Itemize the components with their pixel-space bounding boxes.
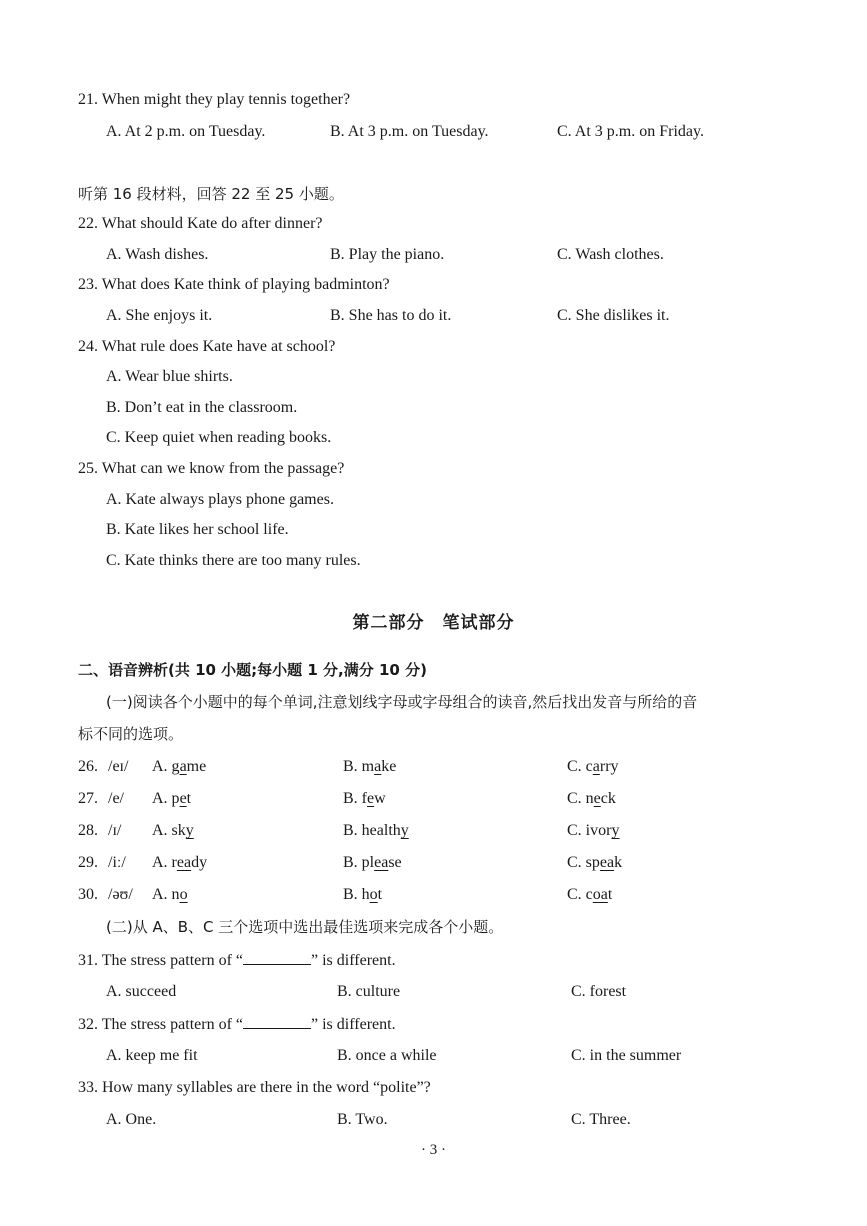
question-text: What does Kate think of playing badminton?: [101, 276, 390, 293]
word-part: me: [186, 758, 207, 775]
underlined-letters: y: [400, 822, 409, 839]
option-b: B. once a while: [337, 1047, 437, 1064]
question-text-pre: The stress pattern of “: [101, 1016, 243, 1033]
underlined-letters: o: [179, 886, 188, 903]
word-part: C. c: [567, 758, 593, 775]
word-part: A. r: [152, 854, 177, 871]
question-number: 24.: [78, 338, 98, 355]
section-16-intro: 听第 16 段材料，回答 22 至 25 小题。: [78, 185, 344, 203]
question-text: What can we know from the passage?: [101, 460, 345, 477]
word-part: ke: [381, 758, 397, 775]
phonetic-symbol: /ɪ/: [108, 822, 122, 839]
option-a: A. Kate always plays phone games.: [106, 491, 334, 508]
option-c: C. in the summer: [571, 1047, 682, 1064]
question-text-post: ” is different.: [311, 1016, 396, 1033]
option-b: B. She has to do it.: [330, 307, 452, 324]
question-text: What should Kate do after dinner?: [101, 215, 323, 232]
word-part: C. n: [567, 790, 594, 807]
option-a: A. She enjoys it.: [106, 307, 213, 324]
underlined-letters: e: [593, 790, 601, 807]
word-part: C. ivor: [567, 822, 612, 839]
underlined-letters: ea: [176, 854, 192, 871]
word-part: B. f: [343, 790, 367, 807]
question-31: [78, 950, 396, 971]
question-number: 29.: [78, 854, 98, 871]
option-c: C. forest: [571, 983, 627, 1000]
option-c: C. At 3 p.m. on Friday.: [557, 123, 704, 140]
phonetic-symbol: /eɪ/: [108, 758, 129, 775]
question-24: [78, 337, 335, 357]
word-part: dy: [191, 854, 208, 871]
underlined-letters: a: [374, 758, 382, 775]
option-c: [567, 821, 619, 841]
option-a: A. At 2 p.m. on Tuesday.: [106, 123, 266, 140]
question-22: [78, 214, 323, 234]
word-part: k: [614, 854, 623, 871]
phonetic-symbol: /iː/: [108, 854, 126, 871]
underlined-letters: y: [185, 822, 194, 839]
underlined-letters: oa: [592, 886, 608, 903]
question-32: [78, 1014, 396, 1035]
phonetic-symbol: /e/: [108, 790, 124, 807]
question-number: 30.: [78, 886, 98, 903]
word-part: A. sk: [152, 822, 186, 839]
underlined-letters: a: [592, 758, 600, 775]
page-number: · 3 ·: [421, 1142, 446, 1158]
option-c: [567, 885, 612, 905]
word-part: A. p: [152, 790, 180, 807]
question-text: When might they play tennis together?: [101, 91, 351, 108]
instruction-sub-2: (二)从 A、B、C 三个选项中选出最佳选项来完成各个小题。: [106, 918, 504, 936]
underlined-letters: a: [179, 758, 187, 775]
word-part: t: [607, 886, 613, 903]
question-number: 22.: [78, 215, 98, 232]
option-a: [152, 853, 207, 873]
option-a: [152, 885, 188, 905]
question-21: [78, 90, 350, 110]
underlined-letters: e: [179, 790, 187, 807]
option-b: B. Two.: [337, 1111, 388, 1128]
question-text: How many syllables are there in the word “polite”?: [102, 1079, 431, 1096]
question-number: 27.: [78, 790, 98, 807]
option-b: [343, 853, 402, 873]
question-number: 28.: [78, 822, 98, 839]
question-text: What rule does Kate have at school?: [101, 338, 336, 355]
underlined-letters: y: [611, 822, 620, 839]
option-c: C. Three.: [571, 1111, 631, 1128]
word-part: se: [388, 854, 402, 871]
word-part: rry: [599, 758, 619, 775]
underlined-letters: e: [367, 790, 375, 807]
option-b: [343, 821, 409, 841]
option-a: A. Wear blue shirts.: [106, 368, 233, 385]
option-b: [343, 757, 396, 777]
question-number: 31.: [78, 952, 98, 969]
part-title: 第二部分 笔试部分: [352, 613, 515, 633]
option-a: [152, 821, 194, 841]
word-part: B. pl: [343, 854, 375, 871]
option-b: B. Don’t eat in the classroom.: [106, 399, 298, 416]
option-c: C. She dislikes it.: [557, 307, 670, 324]
word-part: w: [374, 790, 386, 807]
option-a: A. succeed: [106, 983, 177, 1000]
phonetic-symbol: /əʊ/: [108, 886, 133, 903]
question-number: 33.: [78, 1079, 98, 1096]
word-part: ck: [600, 790, 616, 807]
question-number: 25.: [78, 460, 98, 477]
word-part: A. g: [152, 758, 180, 775]
question-23: [78, 275, 390, 295]
option-c: [567, 789, 616, 809]
option-b: B. culture: [337, 983, 401, 1000]
option-a: [152, 789, 191, 809]
option-b: [343, 885, 382, 905]
word-part: B. h: [343, 886, 370, 903]
option-c: [567, 757, 619, 777]
option-b: [343, 789, 386, 809]
option-a: A. One.: [106, 1111, 157, 1128]
word-part: t: [377, 886, 383, 903]
option-b: B. At 3 p.m. on Tuesday.: [330, 123, 489, 140]
option-a: A. Wash dishes.: [106, 246, 209, 263]
word-part: A. n: [152, 886, 180, 903]
question-number: 21.: [78, 91, 98, 108]
word-part: C. c: [567, 886, 593, 903]
option-c: C. Wash clothes.: [557, 246, 664, 263]
answer-blank: [243, 1014, 311, 1029]
option-b: B. Play the piano.: [330, 246, 445, 263]
question-text-post: ” is different.: [311, 952, 396, 969]
option-a: A. keep me fit: [106, 1047, 198, 1064]
underlined-letters: ea: [374, 854, 389, 871]
instruction-line-2: 标不同的选项。: [78, 725, 184, 743]
question-number: 32.: [78, 1016, 98, 1033]
section-heading: 二、语音辨析(共 10 小题;每小题 1 分,满分 10 分): [78, 661, 427, 679]
question-25: [78, 459, 344, 479]
question-33: [78, 1078, 431, 1098]
option-b: B. Kate likes her school life.: [106, 521, 289, 538]
word-part: t: [186, 790, 192, 807]
underlined-letters: ea: [599, 854, 615, 871]
question-number: 23.: [78, 276, 98, 293]
word-part: B. m: [343, 758, 375, 775]
option-c: C. Keep quiet when reading books.: [106, 429, 332, 446]
option-c: [567, 853, 622, 873]
option-c: C. Kate thinks there are too many rules.: [106, 552, 361, 569]
underlined-letters: o: [369, 886, 378, 903]
question-number: 26.: [78, 758, 98, 775]
instruction-line-1: (一)阅读各个小题中的每个单词,注意划线字母或字母组合的读音,然后找出发音与所给的音: [106, 693, 698, 711]
word-part: B. health: [343, 822, 401, 839]
question-text-pre: The stress pattern of “: [101, 952, 243, 969]
word-part: C. sp: [567, 854, 600, 871]
answer-blank: [243, 950, 311, 965]
option-a: [152, 757, 206, 777]
